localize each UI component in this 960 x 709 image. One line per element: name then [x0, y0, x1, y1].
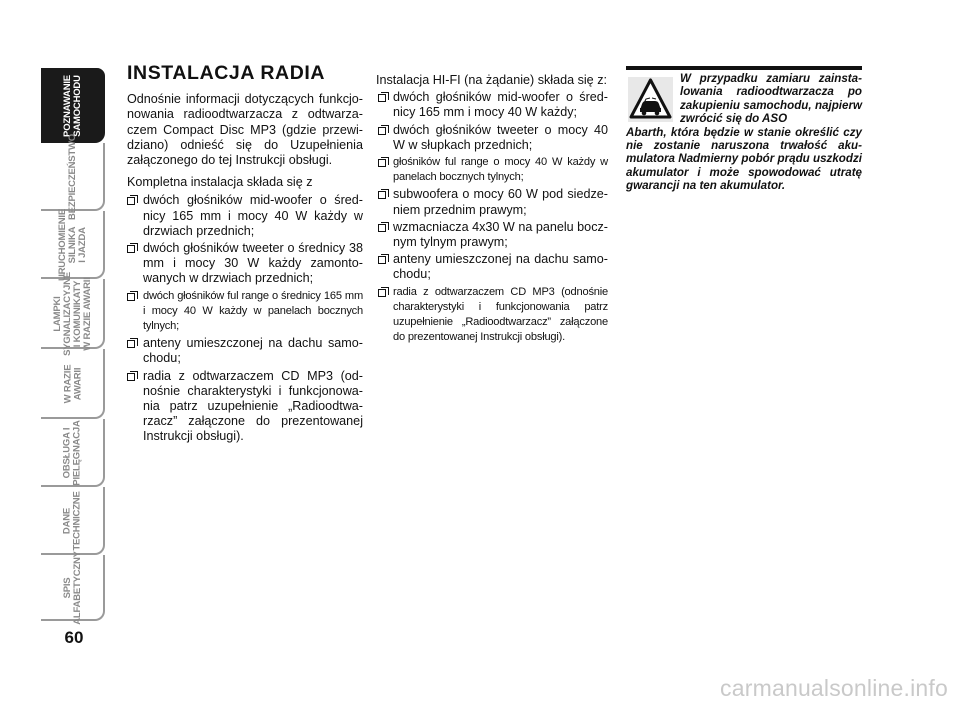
checkbox-bullet-icon: [378, 94, 386, 102]
tab-label: LAMPKI SYGNALIZACYJNE I KOMUNIKATY W RAZIE AWARII: [52, 272, 93, 356]
list-item-text: wzmacniacza 4x30 W na panelu bocznym tylnym prawym;: [393, 219, 608, 250]
list-item-text: anteny umieszczonej na dachu samochodu;: [143, 336, 363, 366]
checkbox-bullet-icon: [127, 245, 135, 253]
checkbox-bullet-icon: [127, 373, 135, 381]
list-item: [118, 369, 363, 445]
warning-text: [626, 72, 862, 193]
checkbox-bullet-icon: [127, 293, 135, 301]
tab-obsluga-i-pielegnacja[interactable]: [41, 419, 105, 487]
warning-text-full: Abarth, która będzie w stanie określić czy nie zostanie naruszona trwałość akumulatora Nadmierny pobór prądu uszkodzi akumulator i może spowodować utratę gwarancji na ten akumulator.: [626, 125, 862, 193]
list-item-text: subwoofera o mocy 60 W pod siedzeniem przednim prawym;: [393, 187, 608, 217]
list-item: [118, 193, 363, 239]
tab-label: BEZPIECZEŃSTWO: [67, 134, 78, 220]
checkbox-bullet-icon: [127, 197, 135, 205]
hifi-lead-paragraph: Instalacja HI-FI (na żądanie) składa się z:: [376, 73, 607, 87]
tab-spis-alfabetyczny[interactable]: [41, 551, 105, 625]
list-item: [376, 285, 608, 346]
intro-paragraph: Odnośnie informacji dotyczących funkcjonowania radioodtwarzacza z odtwarzaczem Compact Disc MP3 (gdzie przewidziano) odnieść się do Uzupełnienia załączonego do tej Instrukcji obsługi.: [127, 92, 363, 168]
standard-installation-list: [118, 193, 363, 444]
tab-dane-techniczne[interactable]: [41, 487, 105, 555]
column-middle: [376, 73, 608, 347]
warning-text-indented: W przypadku zamiaru zainstalowania radioodtwarzacza po zakupieniu samochodu, najpierw zwrócić się do ASO: [680, 72, 862, 126]
checkbox-bullet-icon: [378, 256, 386, 264]
list-item: [118, 336, 363, 366]
list-item-text: dwóch głośników tweeter o mocy 40 W w słupkach przednich;: [393, 122, 608, 152]
tab-bezpieczenstwo[interactable]: [41, 134, 105, 220]
tab-label: DANE TECHNICZNE: [61, 491, 83, 551]
tab-label: POZNAWANIE SAMOCHODU: [62, 74, 83, 137]
list-item: [118, 289, 363, 335]
checkbox-bullet-icon: [378, 224, 386, 232]
warning-top-rule: [626, 66, 862, 70]
tab-label: W RAZIE AWARII: [62, 364, 83, 404]
column-left: [118, 62, 363, 447]
tab-poznawanie-samochodu[interactable]: [41, 68, 105, 143]
tab-label: OBSŁUGA I PIELĘGNACJA: [62, 420, 83, 486]
watermark: carmanualsonline.info: [720, 675, 948, 701]
list-item: [376, 90, 608, 120]
list-item-text: dwóch głośników mid-woofer o średnicy 165 mm i mocy 40 W każdy w drzwiach przednich;: [143, 193, 363, 238]
checkbox-bullet-icon: [378, 127, 386, 135]
checkbox-bullet-icon: [378, 289, 386, 297]
warning-box: [626, 72, 862, 193]
list-item: [376, 220, 608, 250]
tab-lampki-sygnalizacyjne[interactable]: [41, 272, 105, 356]
list-item: [376, 187, 608, 217]
list-item: [376, 155, 608, 185]
list-item-text: anteny umieszczonej na dachu samochodu;: [393, 252, 608, 282]
tab-uruchomienie-silnika[interactable]: [41, 208, 105, 282]
tab-w-razie-awarii[interactable]: [41, 349, 105, 419]
checkbox-bullet-icon: [127, 340, 135, 348]
checkbox-bullet-icon: [378, 191, 386, 199]
list-item-text: dwóch głośników tweeter o średnicy 38 mm i mocy 30 W każdy zamontowanych w drzwiach przednich;: [143, 241, 363, 286]
list-item-text: dwóch głośników ful range o średnicy 165 mm i mocy 40 W każdy w panelach bocznych tylnych;: [143, 289, 363, 333]
list-item: [376, 123, 608, 153]
list-item-text: radia z odtwarzaczem CD MP3 (odnośnie charakterystyki i funkcjonowania patrz uzupełnienie „Radioodtwarzacz” załączone do prezentowanej Instrukcji obsługi).: [143, 368, 363, 444]
tab-label: SPIS ALFABETYCZNY: [62, 551, 84, 625]
list-item: [376, 252, 608, 282]
list-item-text: głośników ful range o mocy 40 W każdy w panelach bocznych tylnych;: [393, 156, 608, 184]
checkbox-bullet-icon: [378, 159, 386, 167]
list-item-text: radia z odtwarzaczem CD MP3 (odnośnie charakterystyki i funkcjonowania patrz uzupełnienie „Radioodtwarzacz” załączone do prezentowanej Instrukcji obsługi).: [393, 285, 608, 344]
list-item-text: dwóch głośników mid-woofer o średnicy 165 mm i mocy 40 W każdy;: [393, 90, 608, 120]
tab-label: URUCHOMIENIE SILNIKA I JAZDA: [57, 208, 88, 282]
lead-paragraph: Kompletna instalacja składa się z: [127, 175, 313, 190]
hifi-installation-list: [376, 90, 608, 345]
list-item: [118, 241, 363, 287]
page-number: 60: [64, 628, 84, 647]
page-title: INSTALACJA RADIA: [127, 62, 326, 84]
